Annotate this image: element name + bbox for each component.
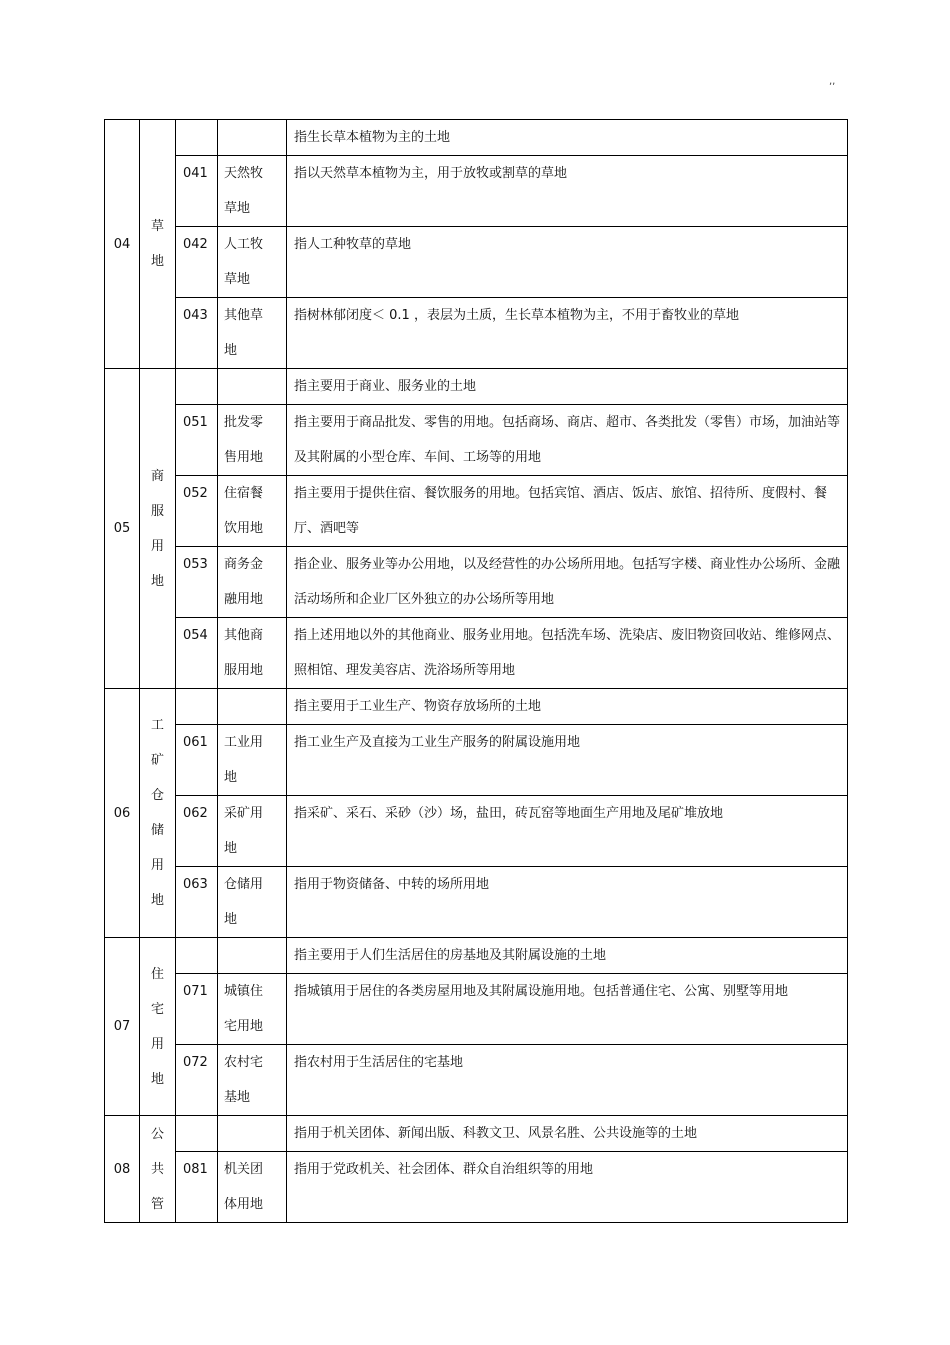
table-row <box>105 725 848 796</box>
class-code: 08 <box>105 1116 140 1223</box>
subclass-desc: 指主要用于提供住宿、餐饮服务的用地。包括宾馆、酒店、饭店、旅馆、招待所、度假村、餐厅、酒吧等 <box>287 476 848 547</box>
subclass-code: 081 <box>176 1152 218 1223</box>
empty-cell <box>218 1116 287 1152</box>
table-row <box>105 974 848 1045</box>
subclass-code: 043 <box>176 298 218 369</box>
subclass-code: 052 <box>176 476 218 547</box>
empty-cell <box>218 369 287 405</box>
class-summary: 指生长草本植物为主的土地 <box>287 120 848 156</box>
subclass-desc: 指农村用于生活居住的宅基地 <box>287 1045 848 1116</box>
subclass-code: 054 <box>176 618 218 689</box>
empty-cell <box>218 120 287 156</box>
subclass-desc: 指用于物资储备、中转的场所用地 <box>287 867 848 938</box>
subclass-desc: 指上述用地以外的其他商业、服务业用地。包括洗车场、洗染店、废旧物资回收站、维修网点、照相馆、理发美容店、洗浴场所等用地 <box>287 618 848 689</box>
class-name: 商服用地 <box>140 369 176 689</box>
subclass-name: 其他商服用地 <box>218 618 287 689</box>
table-row <box>105 689 848 725</box>
empty-cell <box>176 1116 218 1152</box>
table-row <box>105 867 848 938</box>
table-row <box>105 405 848 476</box>
subclass-code: 061 <box>176 725 218 796</box>
land-classification-table <box>104 119 848 1223</box>
subclass-name: 工业用地 <box>218 725 287 796</box>
empty-cell <box>218 689 287 725</box>
empty-cell <box>218 938 287 974</box>
empty-cell <box>176 369 218 405</box>
subclass-name: 商务金融用地 <box>218 547 287 618</box>
table-row <box>105 796 848 867</box>
table-row <box>105 298 848 369</box>
table-row <box>105 1116 848 1152</box>
table-row <box>105 120 848 156</box>
subclass-name: 其他草地 <box>218 298 287 369</box>
empty-cell <box>176 689 218 725</box>
subclass-desc: 指城镇用于居住的各类房屋用地及其附属设施用地。包括普通住宅、公寓、别墅等用地 <box>287 974 848 1045</box>
class-name: 住宅用地 <box>140 938 176 1116</box>
class-summary: 指主要用于工业生产、物资存放场所的土地 <box>287 689 848 725</box>
subclass-desc: 指用于党政机关、社会团体、群众自治组织等的用地 <box>287 1152 848 1223</box>
subclass-desc: 指人工种牧草的草地 <box>287 227 848 298</box>
subclass-desc: 指主要用于商品批发、零售的用地。包括商场、商店、超市、各类批发（零售）市场，加油站等及其附属的小型仓库、车间、工场等的用地 <box>287 405 848 476</box>
class-name: 工矿仓储用地 <box>140 689 176 938</box>
table-row <box>105 156 848 227</box>
class-summary: 指主要用于商业、服务业的土地 <box>287 369 848 405</box>
subclass-code: 072 <box>176 1045 218 1116</box>
subclass-code: 051 <box>176 405 218 476</box>
table-row <box>105 1152 848 1223</box>
table-row <box>105 938 848 974</box>
empty-cell <box>176 938 218 974</box>
subclass-name: 住宿餐饮用地 <box>218 476 287 547</box>
subclass-name: 农村宅基地 <box>218 1045 287 1116</box>
class-code: 07 <box>105 938 140 1116</box>
subclass-desc: 指树林郁闭度＜ 0.1 ，表层为土质，生长草本植物为主，不用于畜牧业的草地 <box>287 298 848 369</box>
subclass-code: 042 <box>176 227 218 298</box>
class-code: 05 <box>105 369 140 689</box>
subclass-desc: 指企业、服务业等办公用地，以及经营性的办公场所用地。包括写字楼、商业性办公场所、金融活动场所和企业厂区外独立的办公场所等用地 <box>287 547 848 618</box>
subclass-name: 批发零售用地 <box>218 405 287 476</box>
class-code: 06 <box>105 689 140 938</box>
class-code: 04 <box>105 120 140 369</box>
subclass-code: 041 <box>176 156 218 227</box>
class-summary: 指用于机关团体、新闻出版、科教文卫、风景名胜、公共设施等的土地 <box>287 1116 848 1152</box>
subclass-name: 城镇住宅用地 <box>218 974 287 1045</box>
subclass-name: 机关团体用地 <box>218 1152 287 1223</box>
subclass-code: 071 <box>176 974 218 1045</box>
page-mark: ,, <box>829 76 836 87</box>
subclass-desc: 指以天然草本植物为主，用于放牧或割草的草地 <box>287 156 848 227</box>
class-name: 草地 <box>140 120 176 369</box>
table-row <box>105 547 848 618</box>
table-row <box>105 227 848 298</box>
subclass-name: 仓储用地 <box>218 867 287 938</box>
class-name: 公共管 <box>140 1116 176 1223</box>
table-row <box>105 369 848 405</box>
table-row <box>105 1045 848 1116</box>
subclass-desc: 指采矿、采石、采砂（沙）场，盐田，砖瓦窑等地面生产用地及尾矿堆放地 <box>287 796 848 867</box>
subclass-code: 062 <box>176 796 218 867</box>
subclass-name: 天然牧草地 <box>218 156 287 227</box>
subclass-code: 063 <box>176 867 218 938</box>
subclass-code: 053 <box>176 547 218 618</box>
table-row <box>105 618 848 689</box>
class-summary: 指主要用于人们生活居住的房基地及其附属设施的土地 <box>287 938 848 974</box>
subclass-desc: 指工业生产及直接为工业生产服务的附属设施用地 <box>287 725 848 796</box>
subclass-name: 人工牧草地 <box>218 227 287 298</box>
table-row <box>105 476 848 547</box>
empty-cell <box>176 120 218 156</box>
subclass-name: 采矿用地 <box>218 796 287 867</box>
